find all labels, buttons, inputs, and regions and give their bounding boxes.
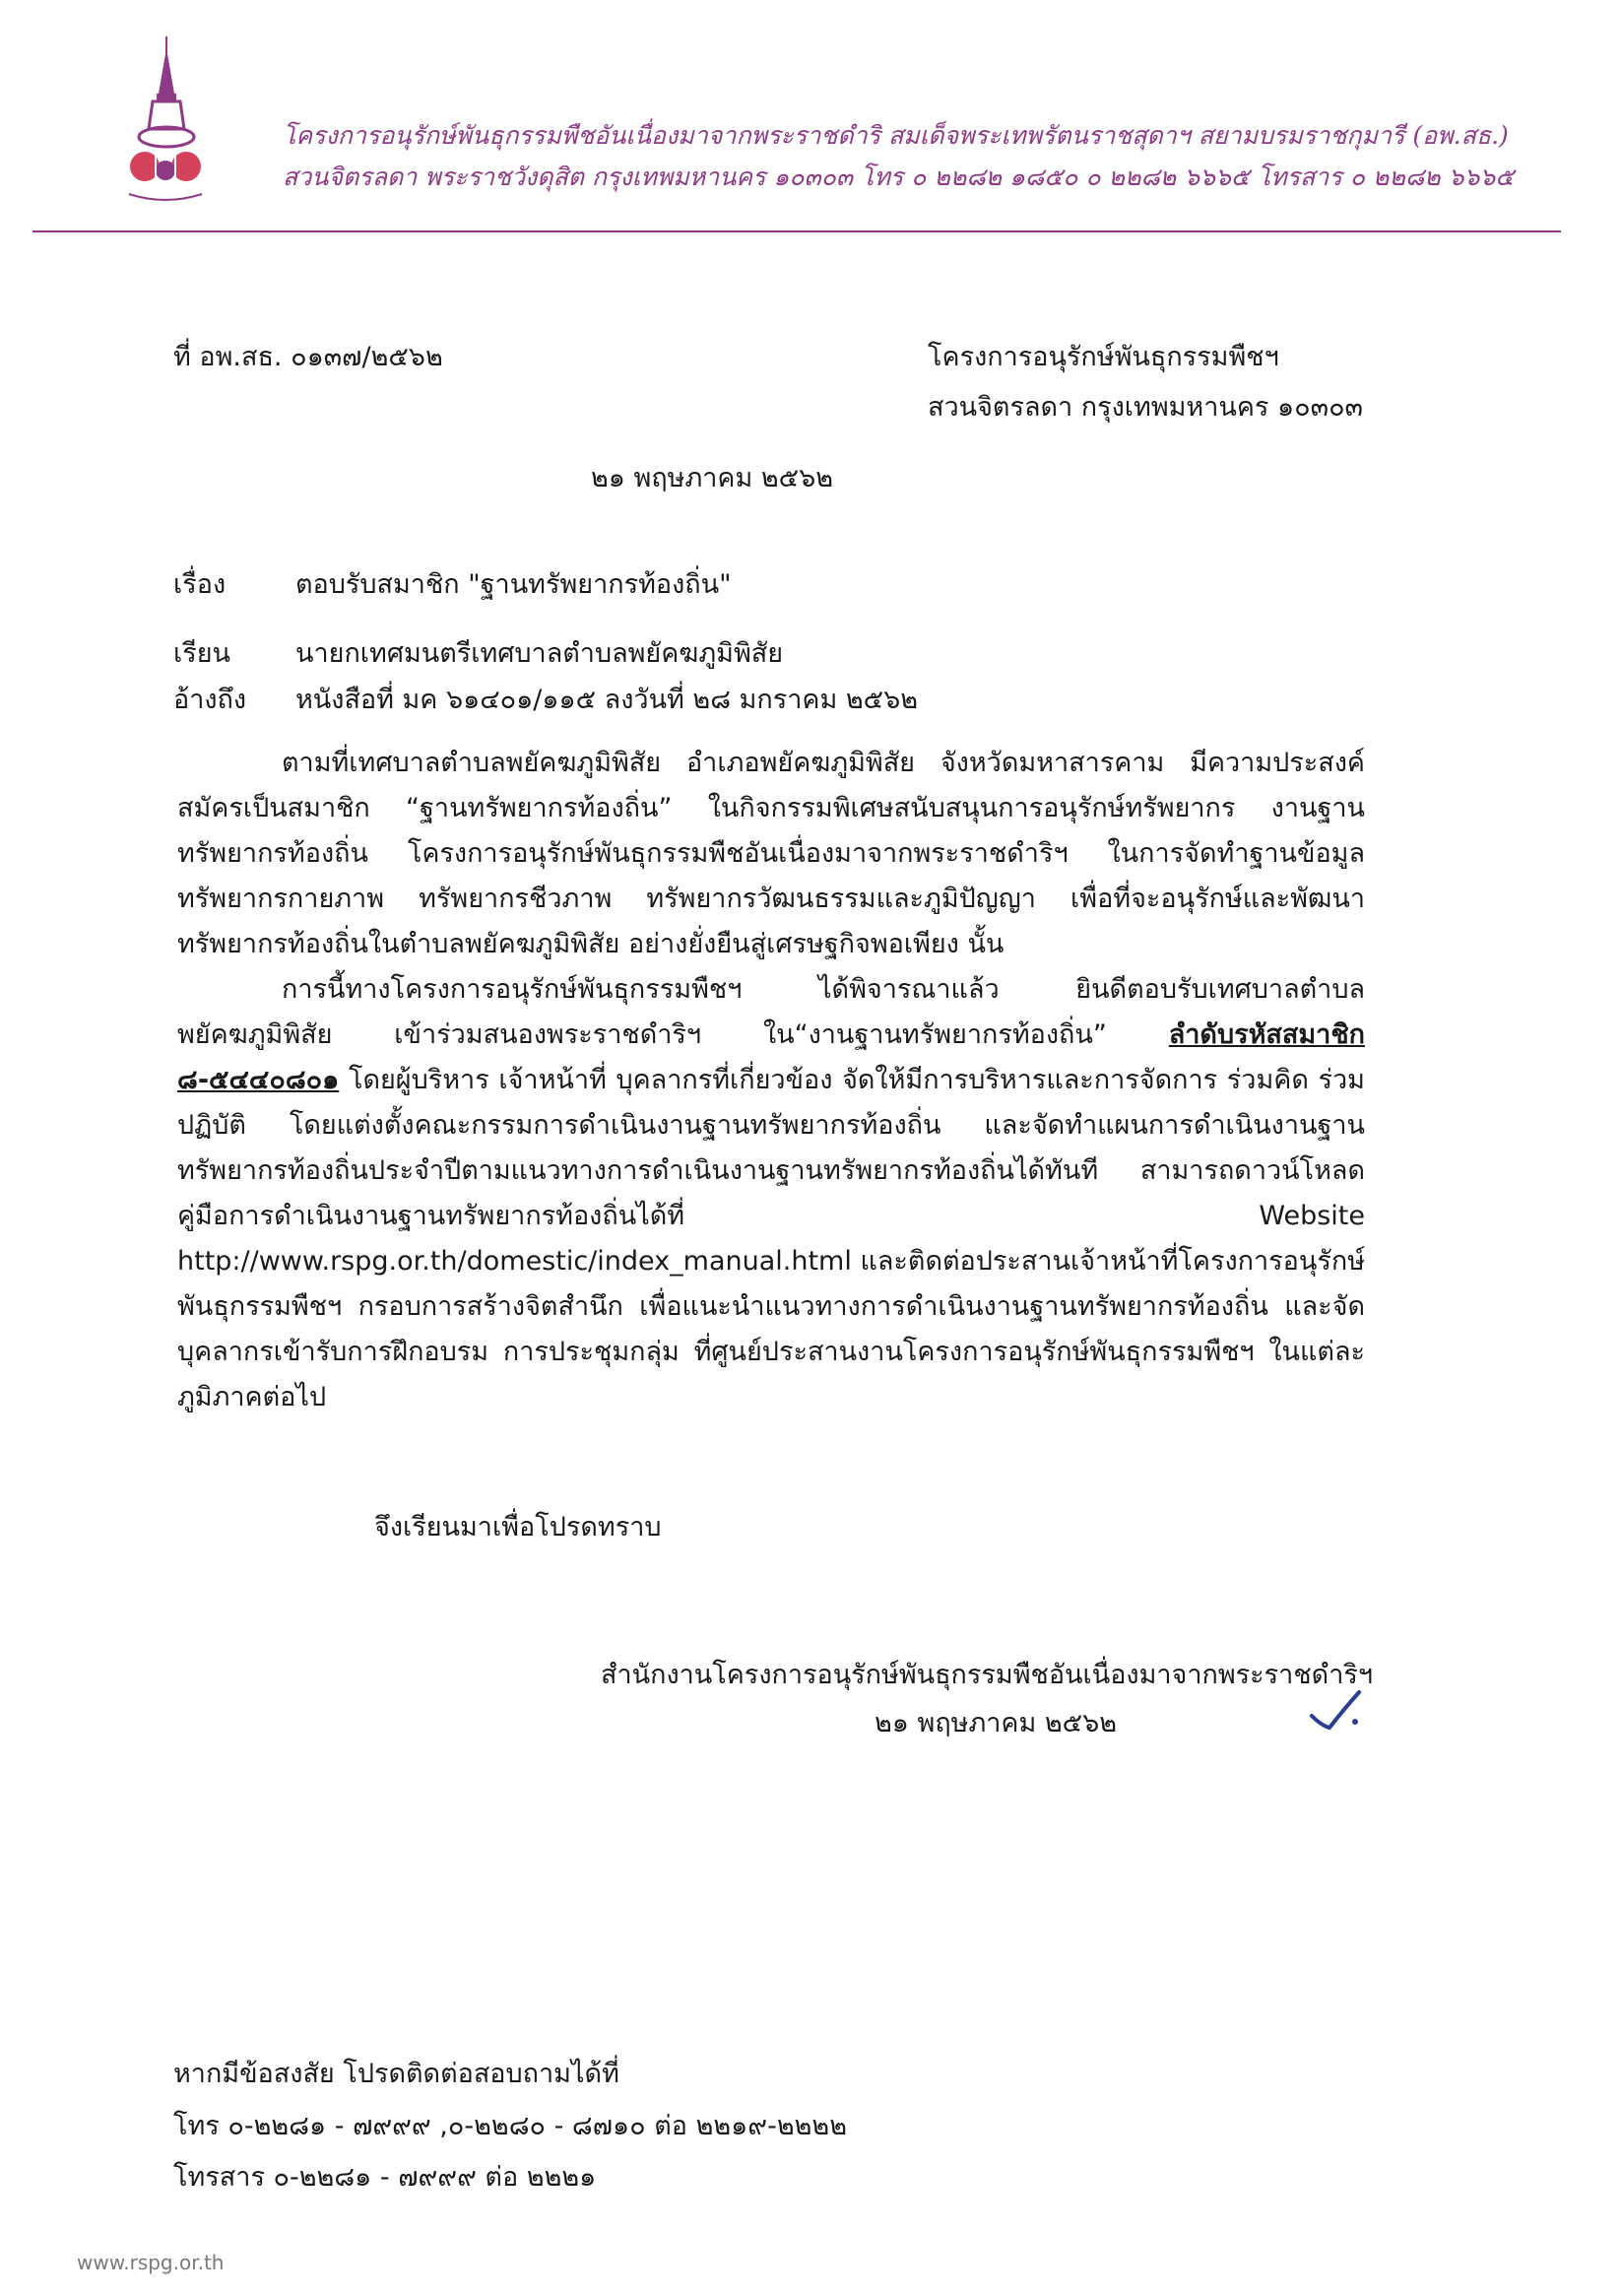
royal-crest-icon bbox=[123, 34, 207, 212]
letterhead-line-2: สวนจิตรลดา พระราชวังดุสิต กรุงเทพมหานคร ๑๐๓๐๓ โทร ๐ ๒๒๘๒ ๑๘๕๐ ๐ ๒๒๘๒ ๖๖๖๕ โทรสาร ๐ ๒๒๘๒ ๖๖๖๕ bbox=[283, 163, 1515, 191]
contact-fax: โทรสาร ๐-๒๒๘๑ - ๗๙๙๙ ต่อ ๒๒๒๑ bbox=[173, 2162, 597, 2193]
recipient-label: เรียน bbox=[173, 638, 231, 669]
body-paragraph-2-rest: โดยผู้บริหาร เจ้าหน้าที่ บุคลากรที่เกี่ยวข้อง จัดให้มีการบริหารและการจัดการ ร่วมคิด ร่วมปฏิบัติ โดยแต่งตั้งคณะกรรมการดำเนินงานฐานทรัพยากรท้องถิ่น และจัดทำแผนการดำเนินงานฐานทรัพยากรท้องถิ่นประจำปีตามแนวทางการดำเนินงานฐานทรัพยากรท้องถิ่นได้ทันที สามารถดาวน์โหลดคู่มือการดำเนินงานฐานทรัพยากรท้องถิ่นได้ที่ Website http://www.rspg.or.th/domestic/index_manual.html และติดต่อประสานเจ้าหน้าที่โครงการอนุรักษ์พันธุกรรมพืชฯ กรอบการสร้างจิตสำนึก เพื่อแนะนำแนวทางการดำเนินงานฐานทรัพยากรท้องถิ่น และจัดบุคลากรเข้ารับการฝึกอบรม การประชุมกลุ่ม ที่ศูนย์ประสานงานโครงการอนุรักษ์พันธุกรรมพืชฯ ในแต่ละภูมิภาคต่อไป bbox=[177, 1065, 1365, 1412]
sender-line-2: สวนจิตรลดา กรุงเทพมหานคร ๑๐๓๐๓ bbox=[928, 392, 1364, 423]
body-paragraph-1: ตามที่เทศบาลตำบลพยัคฆภูมิพิสัย อำเภอพยัคฆภูมิพิสัย จังหวัดมหาสารคาม มีความประสงค์สมัครเป็นสมาชิก “ฐานทรัพยากรท้องถิ่น” ในกิจกรรมพิเศษสนับสนุนการอนุรักษ์ทรัพยากร งานฐานทรัพยากรท้องถิ่น โครงการอนุรักษ์พันธุกรรมพืชอันเนื่องมาจากพระราชดำริฯ ในการจัดทำฐานข้อมูลทรัพยากรกายภาพ ทรัพยากรชีวภาพ ทรัพยากรวัฒนธรรมและภูมิปัญญา เพื่อที่จะอนุรักษ์และพัฒนาทรัพยากรท้องถิ่นในตำบลพยัคฆภูมิพิสัย อย่างยั่งยืนสู่เศรษฐกิจพอเพียง นั้น bbox=[177, 748, 1365, 959]
letterhead-divider bbox=[32, 230, 1561, 232]
footer-url: www.rspg.or.th bbox=[77, 2251, 225, 2274]
closing-line: จึงเรียนมาเพื่อโปรดทราบ bbox=[374, 1512, 662, 1542]
letter-body bbox=[177, 741, 1365, 1420]
signoff-organization: สำนักงานโครงการอนุรักษ์พันธุกรรมพืชอันเนื่องมาจากพระราชดำริฯ bbox=[601, 1660, 1374, 1690]
letter-date: ๒๑ พฤษภาคม ๒๕๖๒ bbox=[591, 463, 834, 493]
signature-mark-icon bbox=[1308, 1686, 1369, 1741]
reference-value: หนังสือที่ มค ๖๑๔๐๑/๑๑๕ ลงวันที่ ๒๘ มกราคม ๒๕๖๒ bbox=[295, 685, 919, 715]
letterhead-line-1: โครงการอนุรักษ์พันธุกรรมพืชอันเนื่องมาจากพระราชดำริ สมเด็จพระเทพรัตนราชสุดาฯ สยามบรมราชกุมารี (อพ.สธ.) bbox=[283, 121, 1509, 150]
member-code: ลำดับรหัสสมาชิก ๘-๕๔๔๐๘๐๑ bbox=[177, 1019, 1365, 1095]
body-paragraph-2 bbox=[177, 967, 1365, 1420]
recipient-value: นายกเทศมนตรีเทศบาลตำบลพยัคฆภูมิพิสัย bbox=[295, 638, 784, 669]
contact-intro: หากมีข้อสงสัย โปรดติดต่อสอบถามได้ที่ bbox=[173, 2059, 619, 2089]
subject-label: เรื่อง bbox=[173, 569, 227, 600]
signoff-date: ๒๑ พฤษภาคม ๒๕๖๒ bbox=[875, 1708, 1118, 1738]
contact-phone: โทร ๐-๒๒๘๑ - ๗๙๙๙ ,๐-๒๒๘๐ - ๘๗๑๐ ต่อ ๒๒๑๙-๒๒๒๒ bbox=[173, 2111, 848, 2141]
body-paragraph-2-start: การนี้ทางโครงการอนุรักษ์พันธุกรรมพืชฯ ได้พิจารณาแล้ว ยินดีตอบรับเทศบาลตำบลพยัคฆภูมิพิสัย เข้าร่วมสนองพระราชดำริฯ ใน“งานฐานทรัพยากรท้องถิ่น” bbox=[177, 974, 1365, 1050]
reference-label: อ้างถึง bbox=[173, 685, 247, 715]
subject-value: ตอบรับสมาชิก "ฐานทรัพยากรท้องถิ่น" bbox=[295, 569, 732, 600]
reference-number: ที่ อพ.สธ. ๐๑๓๗/๒๕๖๒ bbox=[173, 342, 443, 372]
sender-line-1: โครงการอนุรักษ์พันธุกรรมพืชฯ bbox=[928, 342, 1279, 372]
